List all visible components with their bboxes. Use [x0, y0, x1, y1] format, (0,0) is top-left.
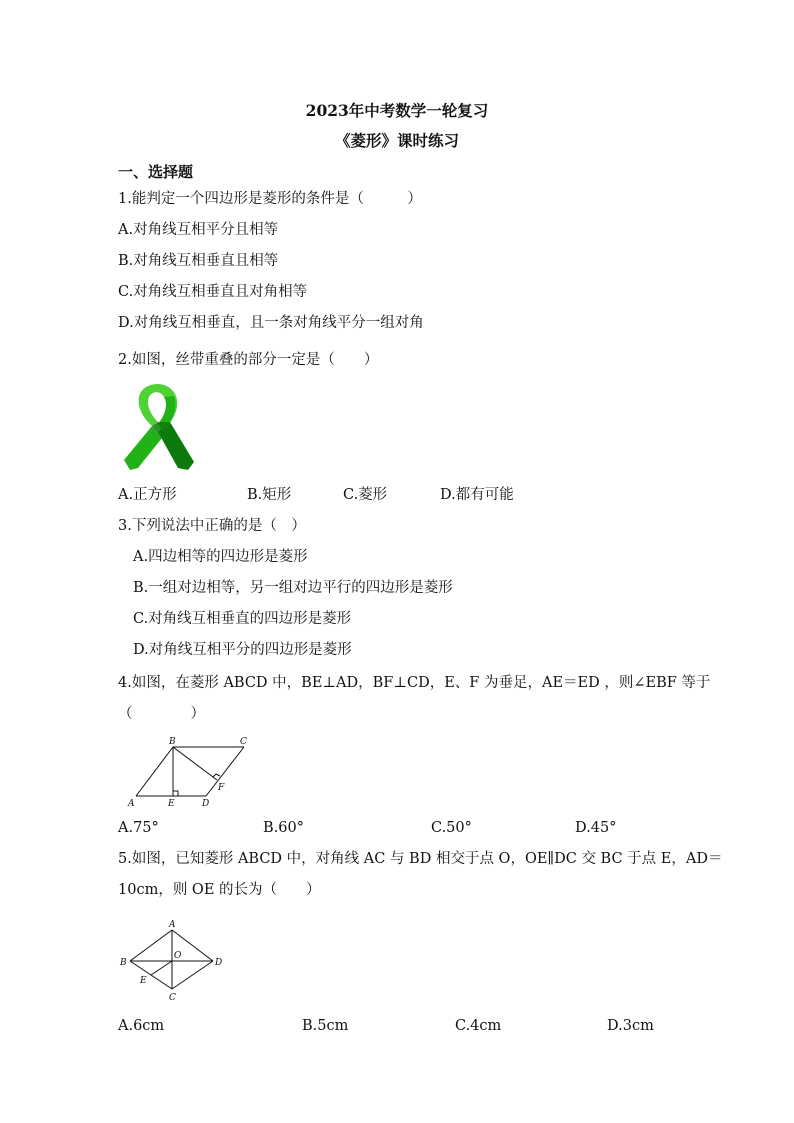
label-c: C	[240, 737, 247, 747]
question-2-stem: 2.如图，丝带重叠的部分一定是（ ）	[118, 352, 379, 368]
edge-ab	[136, 747, 173, 796]
rhombus-figure-q4	[126, 734, 256, 810]
question-1-option-b: B.对角线互相垂直且相等	[118, 253, 279, 269]
question-1-option-a: A.对角线互相平分且相等	[118, 222, 279, 238]
question-5-option-c: C.4cm	[455, 1018, 502, 1034]
question-3-option-d: D.对角线互相平分的四边形是菱形	[133, 642, 352, 658]
label-d: D	[215, 958, 223, 968]
ribbon-left-tail	[124, 426, 162, 470]
edge-cd	[172, 961, 213, 989]
label-b: B	[120, 958, 127, 968]
question-4-stem-line1: 4.如图，在菱形 ABCD 中，BE⊥AD，BF⊥CD，E、F 为垂足，AE＝ED ，则∠EBF 等于	[118, 675, 711, 691]
segment-bf	[173, 747, 217, 780]
question-4-stem-line2: （ ）	[118, 706, 205, 722]
question-2-option-b: B.矩形	[247, 487, 292, 503]
question-5-stem-line2: 10cm，则 OE 的长为（ ）	[118, 882, 321, 898]
label-e: E	[140, 976, 147, 986]
question-3-option-c: C.对角线互相垂直的四边形是菱形	[133, 611, 352, 627]
question-1-stem: 1.能判定一个四边形是菱形的条件是（ ）	[118, 191, 422, 207]
section-heading: 一、选择题	[118, 163, 194, 181]
label-a: A	[128, 799, 135, 809]
label-a: A	[169, 920, 176, 930]
label-f: F	[218, 783, 225, 793]
question-3-stem: 3.下列说法中正确的是（ ）	[118, 518, 306, 534]
question-4-option-b: B.60°	[263, 820, 304, 836]
right-angle-f	[213, 774, 220, 777]
question-4-option-a: A.75°	[118, 820, 159, 836]
question-3-option-b: B.一组对边相等，另一组对边平行的四边形是菱形	[133, 580, 453, 596]
question-2-option-d: D.都有可能	[440, 487, 514, 503]
question-1-option-d: D.对角线互相垂直，且一条对角线平分一组对角	[118, 315, 424, 331]
question-3-option-a: A.四边相等的四边形是菱形	[133, 549, 308, 565]
question-5-option-b: B.5cm	[302, 1018, 349, 1034]
label-o: O	[174, 951, 182, 961]
question-5-option-d: D.3cm	[607, 1018, 654, 1034]
edge-cd	[206, 747, 244, 796]
label-e: E	[168, 799, 175, 809]
question-5-stem-line1: 5.如图，已知菱形 ABCD 中，对角线 AC 与 BD 相交于点 O，OE∥DC 交 BC 于点 E，AD＝	[118, 851, 723, 867]
question-1-option-c: C.对角线互相垂直且对角相等	[118, 284, 308, 300]
label-c: C	[169, 993, 176, 1003]
question-2-option-a: A.正方形	[118, 487, 177, 503]
page-subtitle: 《菱形》课时练习	[334, 131, 459, 150]
ribbon-figure	[118, 382, 198, 474]
segment-oe	[151, 961, 172, 975]
question-4-option-c: C.50°	[431, 820, 472, 836]
right-angle-e	[173, 791, 178, 796]
page-title: 2023年中考数学一轮复习	[305, 101, 489, 120]
edge-ab	[130, 930, 172, 961]
rhombus-figure-q5	[118, 918, 230, 1006]
label-b: B	[169, 737, 176, 747]
label-d: D	[202, 799, 210, 809]
question-4-option-d: D.45°	[575, 820, 617, 836]
question-5-option-a: A.6cm	[118, 1018, 165, 1034]
question-2-option-c: C.菱形	[343, 487, 388, 503]
